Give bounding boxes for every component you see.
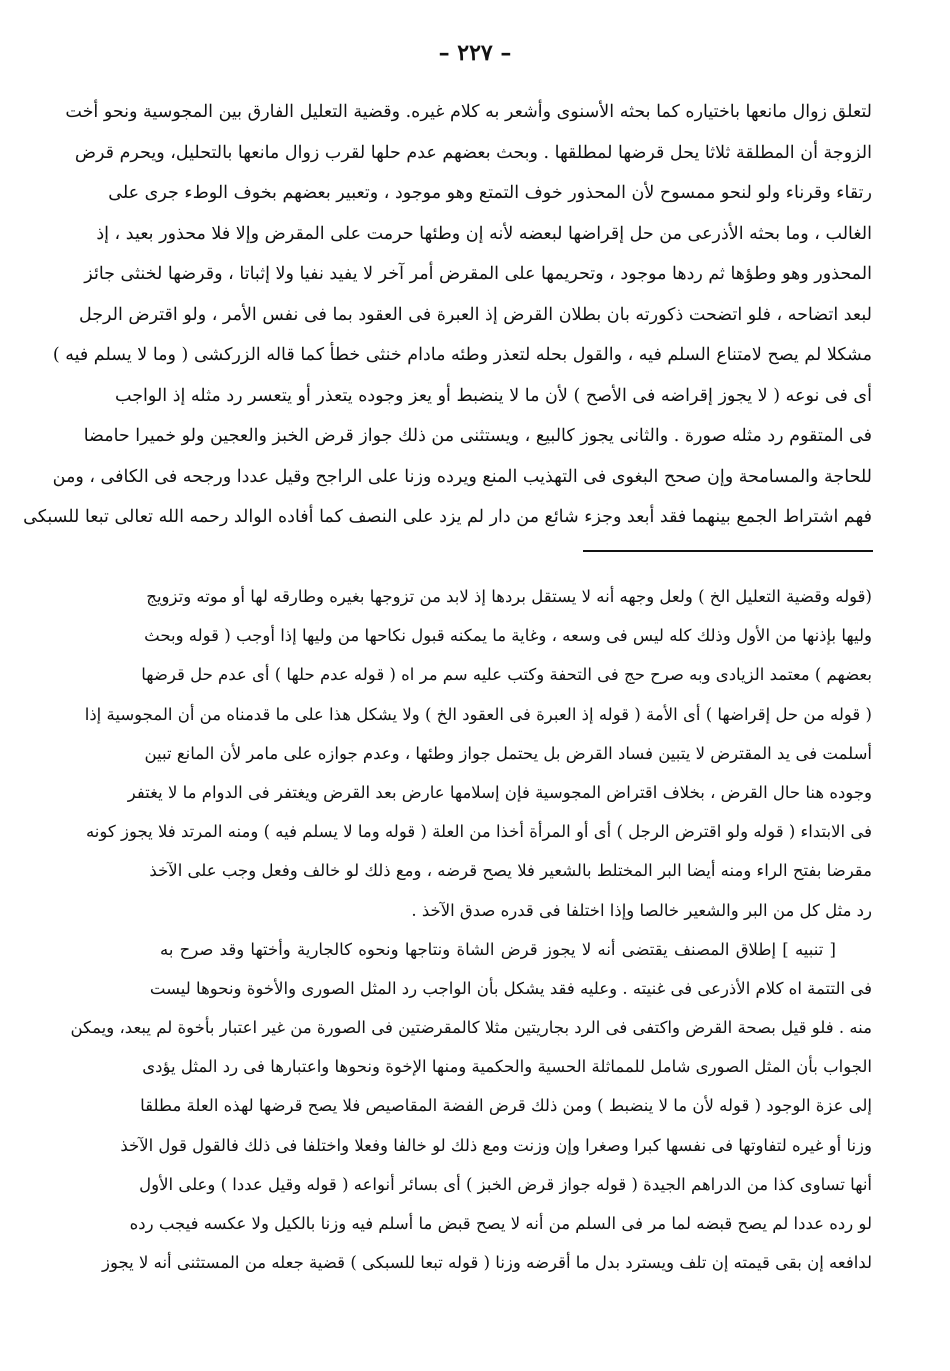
footnote-line: منه . فلو قيل بصحة القرض واكتفى فى الرد بجاريتين مثلا كالمقرضتين فى الصورة من غير اعتبار بأخوة لم يبعد، ويمكن [70,1018,872,1038]
footnote-line: بعضهم ) معتمد الزيادى وبه صرح حج فى التحفة وكتب عليه سم مر اه ( قوله عدم حلها ) أى عدم حل قرضها [141,665,872,685]
footnote-line: [ تنبيه ] إطلاق المصنف يقتضى أنه لا يجوز قرض الشاة ونتاجها ونحوه كالجارية وأختها وقد صرح به [160,939,836,959]
main-text-line: لبعد اتضاحه ، فلو اتضحت ذكورته بان بطلان القرض إذ العبرة فى العقود بما فى نفس الأمر ، ولو اقترض الرجل [78,304,872,325]
footnote-line: أنها تساوى كذا من الدراهم الجيدة ( قوله جواز قرض الخبز ) أى بسائر أنواعه ( قوله وقيل عددا ) وعلى الأول [139,1174,872,1194]
footnote-line: لو رده عددا لم يصح قبضه لما مر فى السلم من أنه لا يصح قبض ما أسلم فيه وزنا بالكيل ولا عكسه فيجب رده [129,1214,872,1233]
main-text-line: فهم اشتراط الجمع بينهما فقد أبعد وجزء شائع من دار لم يزد على النصف كما أفاده الوالد رحمه الله تعالى تبعا للسبكى [23,507,872,527]
main-text-line: رتقاء وقرناء ولو لنحو ممسوح لأن المحذور خوف التمتع وهو موجود ، وتعبير بعضهم بخوف الوطء جرى على [108,183,872,203]
footnote-line: إلى عزة الوجود ( قوله لأن ما لا ينضبط ) ومن ذلك قرض الفضة المقاصيص فلا يصح قرضها لهذه العلة مطلقا [140,1096,872,1116]
footnote-line: (قوله وقضية التعليل الخ ) ولعل وجهه أنه لا يستقل بردها إذ لابد من تزوجها بغيره وطارقه لها أو موته وتزويج [146,587,872,606]
footnote-line: لدافعه إن بقى قيمته إن تلف ويسترد بدل ما أقرضه وزنا ( قوله تبعا للسبكى ) قضية جعله من المستثنى أنه لا يجوز [101,1253,872,1273]
footnote-line: رد مثل كل من البر والشعير خالصا وإذا اختلفا فى قدره صدق الآخذ . [411,900,872,920]
footnote-line: وجوده هنا حال القرض ، بخلاف اقتراض المجوسية فإن إسلامها عارض بعد القرض ويغتفر فى الدوام ما لا يغتفر [127,782,872,802]
main-text-line: لتعلق زوال مانعها باختياره كما بحثه الأسنوى وأشعر به كلام غيره. وقضية التعليل الفارق بين المجوسية ونحو أخت [65,102,872,122]
footnote-divider [583,550,873,552]
main-text-line: الزوجة أن المطلقة ثلاثا يحل قرضها لمطلقها . وبحث بعضهم عدم حلها لقرب زوال مانعها بالتحليل، ويحرم قرض [74,142,872,163]
footnote-line: وليها بإذنها من الأول وذلك كله ليس فى وسعه ، وغاية ما يمكنه قبول نكاحها من وليها إذا أوجب ( قوله وبحث [144,626,872,646]
footnote-line: ( قوله من حل إقراضها ) أى الأمة ( قوله إذ العبرة فى العقود الخ ) ولا يشكل هذا على ما قدمناه من أن المجوسية إذا [84,704,872,724]
main-text-line: أى فى نوعه ( لا يجوز إقراضه فى الأصح ) لأن ما لا ينضبط أو يعز وجوده يتعذر أو يتعسر رد مثله إذ الواجب [115,385,872,406]
footnote-line: فى الابتداء ( قوله ولو اقترض الرجل ) أى أو المرأة أخذا من العلة ( قوله وما لا يسلم فيه ) ومنه المرتد فلا يجوز كونه [85,822,872,842]
main-text-line: فى المتقوم رد مثله صورة . والثانى يجوز كالبيع ، ويستثنى من ذلك جواز قرض الخبز والعجين ولو خميرا حامضا [83,426,872,446]
footnote-line: الجواب بأن المثل الصورى شامل للمماثلة الحسية والحكمية ومنها الإخوة ونحوها واعتبارها فى رد المثل يؤدى [142,1057,872,1077]
footnote-line: وزنا أو غيره لتفاوتها فى نفسها كبرا وصغرا وإن وزنت ومع ذلك لو خالفا وفعلا واختلفا فى ذلك فالقول قول الآخذ [120,1135,872,1155]
main-text-line: المحذور وهو وطؤها ثم ردها موجود ، وتحريمها على المقرض أمر آخر لا يفيد نفيا ولا إثباتا ، وقرضها لخنثى جائز [84,264,872,284]
footnotes [70,577,872,1282]
footnote-line: أسلمت فى يد المقترض لا يتبين فساد القرض بل يحتمل جواز وطئها ، وعدم جوازه على مامر لأن المانع تبين [144,743,872,763]
main-text [23,92,872,538]
main-text-line: للحاجة والمسامحة وإن صحح البغوى فى التهذيب المنع ويرده وزنا على الراجح وقيل عددا ورجحه فى الكافى ، ومن [52,466,872,487]
footnote-line: فى التتمة اه كلام الأذرعى فى غنيته . وعليه فقد يشكل بأن الواجب رد المثل الصورى والأخوة ونحوها ليست [149,978,872,998]
main-text-line: الغالب ، وما بحثه الأذرعى من حل إقراضها لبعضه لأنه إن وطئها حرمت على المقرض وإلا فلا محذور بعيد ، إذ [96,223,872,244]
page-number: – ٢٢٧ – [438,40,512,66]
footnote-line: مقرضا بفتح الراء ومنه أيضا البر المختلط بالشعير فلا يصح قرضه ، ومع ذلك لو خالف وفعل وجب على الآخذ [149,861,872,881]
main-text-line: مشكلا لم يصح لامتناع السلم فيه ، والقول بحله لتعذر وطئه مادام خنثى خطأ كما قاله الزركشى ( وما لا يسلم فيه ) [52,345,872,365]
